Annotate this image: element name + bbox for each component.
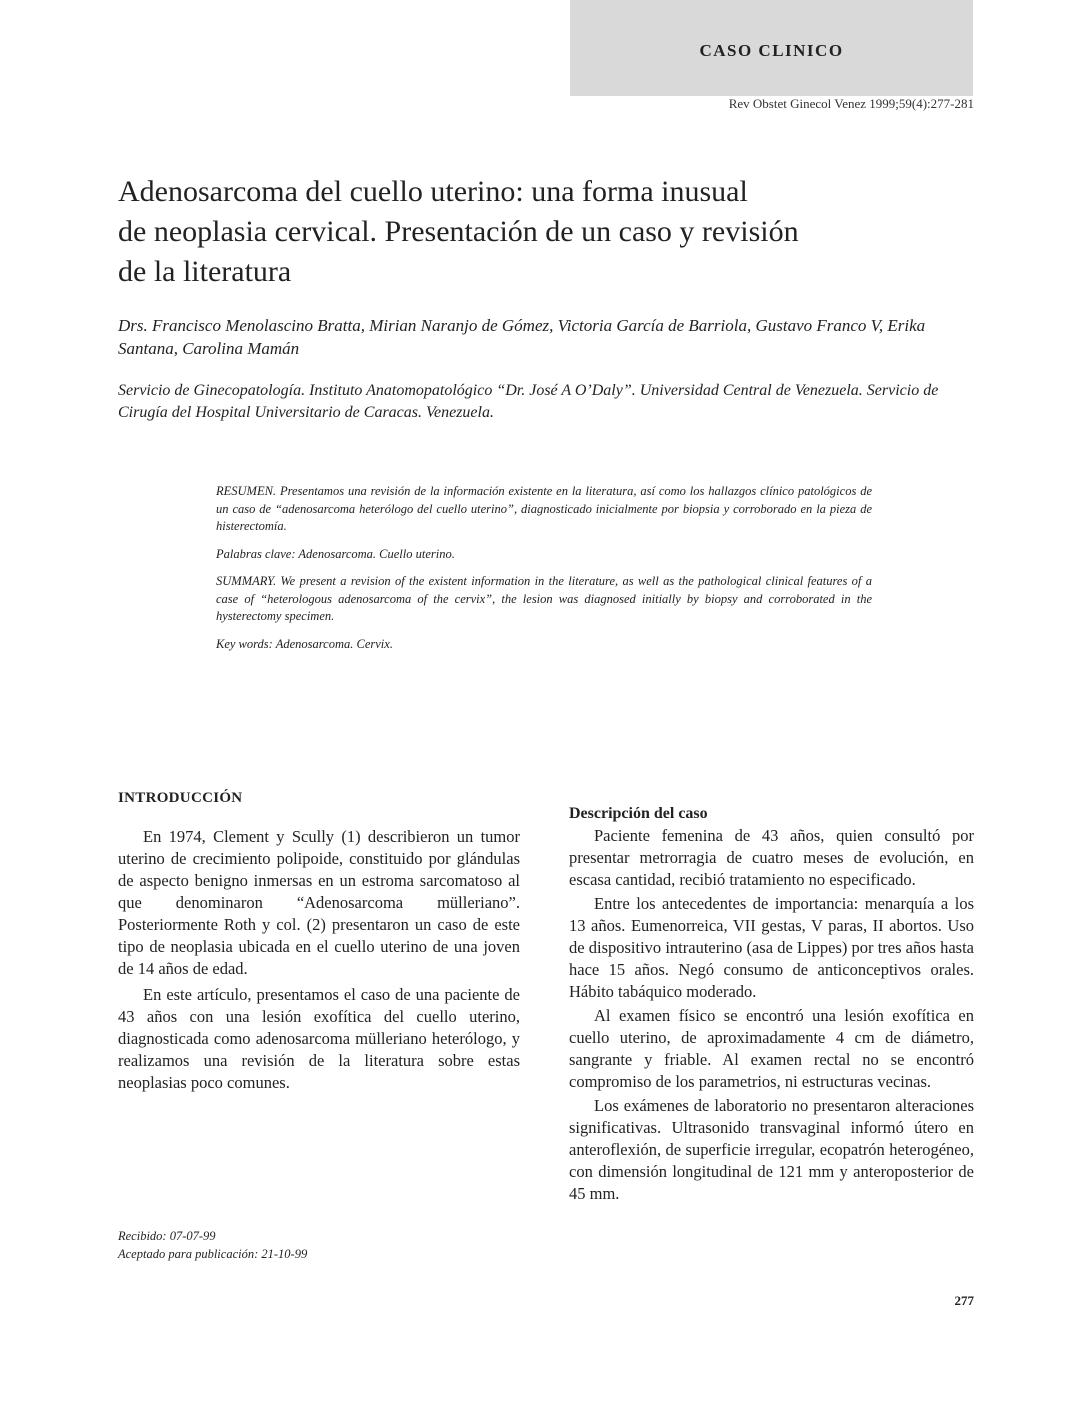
descripcion-heading: Descripción del caso <box>569 805 708 822</box>
section-label: CASO CLINICO <box>699 41 844 60</box>
body-paragraph: Al examen físico se encontró una lesión exofítica en cuello uterino, de aproximadamente 4 cm de diámetro, sangrante y friable. Al examen rectal no se encontró compromiso de los parametrios, ni estructuras vecinas. <box>569 1006 974 1091</box>
author-list: Drs. Francisco Menolascino Bratta, Mirian Naranjo de Gómez, Victoria García de Barriola, Gustavo Franco V, Erika Santana, Carolina Mamán <box>118 316 926 358</box>
introduccion-heading: INTRODUCCIÓN <box>118 790 243 806</box>
article-title <box>118 172 978 292</box>
right-column <box>569 803 974 1205</box>
key-words: Key words: Adenosarcoma. Cervix. <box>216 636 393 651</box>
body-paragraph: Los exámenes de laboratorio no presentaron alteraciones significativas. Ultrasonido transvaginal informó útero en anteroflexión, de superficie irregular, ecopatrón heterogéneo, con dimensión longitudinal de 121 mm y anteroposterior de 45 mm. <box>569 1096 974 1203</box>
body-paragraph: Paciente femenina de 43 años, quien consultó por presentar metrorragia de cuatro meses de evolución, en escasa cantidad, recibió tratamiento no especificado. <box>569 826 974 889</box>
title-line: Adenosarcoma del cuello uterino: una forma inusual <box>118 175 748 208</box>
summary-paragraph: SUMMARY. We present a revision of the existent information in the literature, as well as the pathological clinical features of a case of “heterologous adenosarcoma of the cervix”, the lesion was diagnosed initially by biopsy and corroborated in the hysterectomy specimen. <box>216 574 872 623</box>
title-line: de la literatura <box>118 255 292 288</box>
abstract-block <box>216 483 872 663</box>
received-date: Recibido: 07-07-99 <box>118 1229 216 1243</box>
accepted-date: Aceptado para publicación: 21-10-99 <box>118 1247 308 1261</box>
section-band <box>570 0 973 96</box>
page-number: 277 <box>954 1293 974 1308</box>
left-column <box>118 787 520 1094</box>
affiliation: Servicio de Ginecopatología. Instituto Anatomopatológico “Dr. José A O’Daly”. Universidad Central de Venezuela. Servicio de Cirugía del Hospital Universitario de Caracas. Venezuela. <box>118 382 939 421</box>
title-line: de neoplasia cervical. Presentación de un caso y revisión <box>118 215 799 248</box>
resumen-paragraph: RESUMEN. Presentamos una revisión de la información existente en la literatura, así como los hallazgos clínico patológicos de un caso de “adenosarcoma heterólogo del cuello uterino”, diagnosticado inicialmente por biopsia y corroborado en la pieza de histerectomía. <box>216 484 872 533</box>
body-paragraph: En este artículo, presentamos el caso de una paciente de 43 años con una lesión exofítica del cuello uterino, diagnosticada como adenosarcoma mülleriano heterólogo, y realizamos una revisión de la literatura sobre estas neoplasias poco comunes. <box>118 985 520 1092</box>
palabras-clave: Palabras clave: Adenosarcoma. Cuello uterino. <box>216 546 455 561</box>
body-paragraph: Entre los antecedentes de importancia: menarquía a los 13 años. Eumenorreica, VII gestas, V paras, II abortos. Uso de dispositivo intrauterino (asa de Lippes) por tres años hasta hace 15 años. Negó consumo de anticonceptivos orales. Hábito tabáquico moderado. <box>569 894 974 1001</box>
body-paragraph: En 1974, Clement y Scully (1) describieron un tumor uterino de crecimiento polipoide, constituido por glándulas de aspecto benigno inmersas en un estroma sarcomatoso al que denominaron “Adenosarcoma mülleriano”. Posteriormente Roth y col. (2) presentaron un caso de este tipo de neoplasia ubicada en el cuello uterino de una joven de 14 años de edad. <box>118 827 520 978</box>
journal-citation: Rev Obstet Ginecol Venez 1999;59(4):277-281 <box>728 96 974 111</box>
received-dates <box>118 1227 307 1263</box>
